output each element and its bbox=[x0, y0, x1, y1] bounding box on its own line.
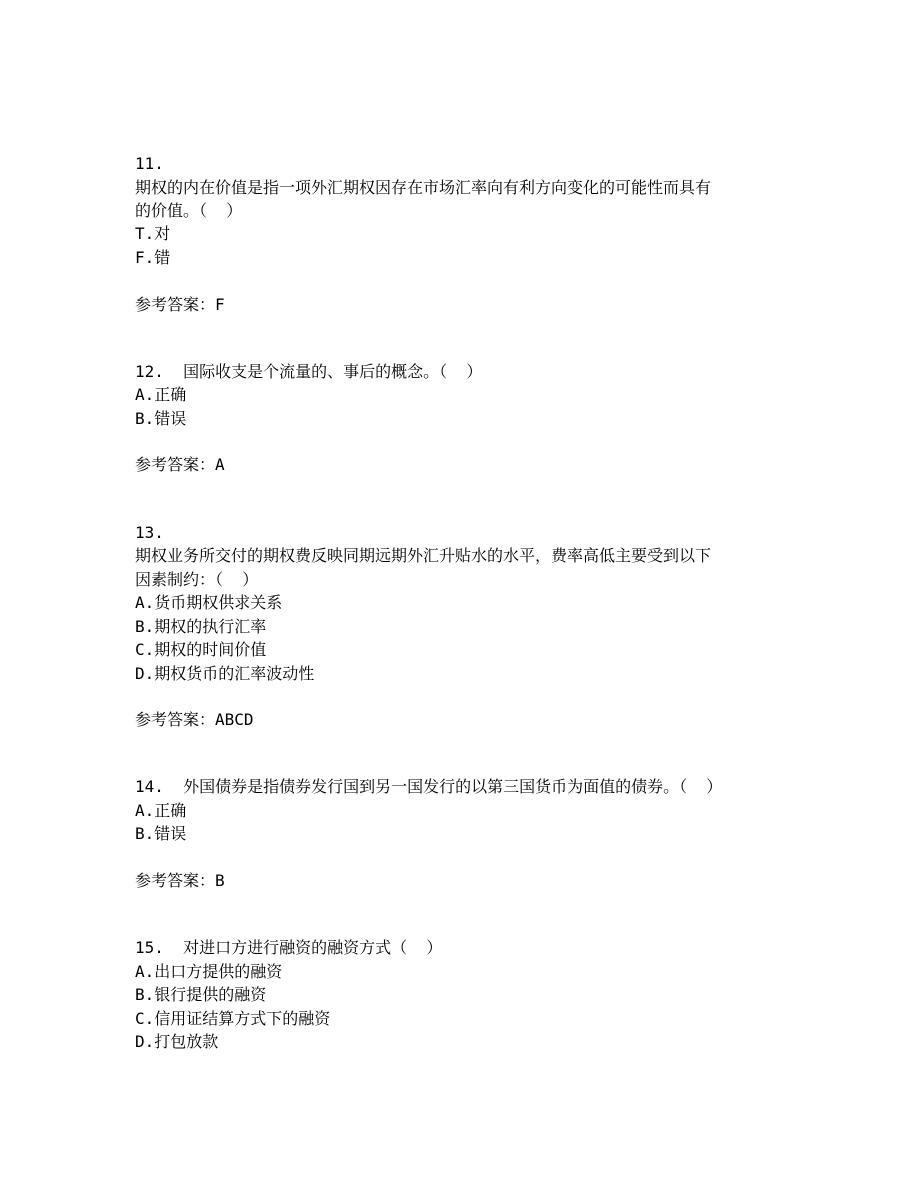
question-12-stem: 12. 国际收支是个流量的、事后的概念。（ ） bbox=[135, 362, 483, 381]
question-11-stem-line-2: 的价值。（ ） bbox=[135, 201, 243, 220]
question-12-option-a: A.正确 bbox=[135, 385, 187, 404]
question-15-option-c: C.信用证结算方式下的融资 bbox=[135, 1009, 331, 1028]
question-15-option-b: B.银行提供的融资 bbox=[135, 985, 267, 1004]
question-14-answer: 参考答案：B bbox=[135, 871, 225, 890]
question-11-option-t: T.对 bbox=[135, 224, 171, 243]
question-13-number: 13. bbox=[135, 523, 164, 542]
question-11-stem-line-1: 期权的内在价值是指一项外汇期权因存在市场汇率向有利方向变化的可能性而具有 bbox=[135, 178, 712, 197]
question-13-option-b: B.期权的执行汇率 bbox=[135, 617, 267, 636]
question-13-option-c: C.期权的时间价值 bbox=[135, 640, 267, 659]
question-14-option-a: A.正确 bbox=[135, 801, 187, 820]
question-11-option-f: F.错 bbox=[135, 248, 171, 267]
question-12-answer: 参考答案：A bbox=[135, 455, 225, 474]
question-13-stem-line-2: 因素制约：（ ） bbox=[135, 570, 259, 589]
question-13-answer: 参考答案：ABCD bbox=[135, 710, 254, 729]
question-15-option-a: A.出口方提供的融资 bbox=[135, 962, 283, 981]
question-13-option-a: A.货币期权供求关系 bbox=[135, 593, 283, 612]
question-11-answer: 参考答案：F bbox=[135, 295, 225, 314]
question-14-option-b: B.错误 bbox=[135, 824, 187, 843]
question-13-option-d: D.期权货币的汇率波动性 bbox=[135, 664, 315, 683]
question-11-number: 11. bbox=[135, 154, 164, 173]
question-12-option-b: B.错误 bbox=[135, 409, 187, 428]
question-13-stem-line-1: 期权业务所交付的期权费反映同期远期外汇升贴水的水平，费率高低主要受到以下 bbox=[135, 546, 712, 565]
question-15-stem: 15. 对进口方进行融资的融资方式（ ） bbox=[135, 938, 443, 957]
question-14-stem: 14. 外国债券是指债券发行国到另一国发行的以第三国货币为面值的债券。（ ） bbox=[135, 777, 723, 796]
question-15-option-d: D.打包放款 bbox=[135, 1032, 219, 1051]
